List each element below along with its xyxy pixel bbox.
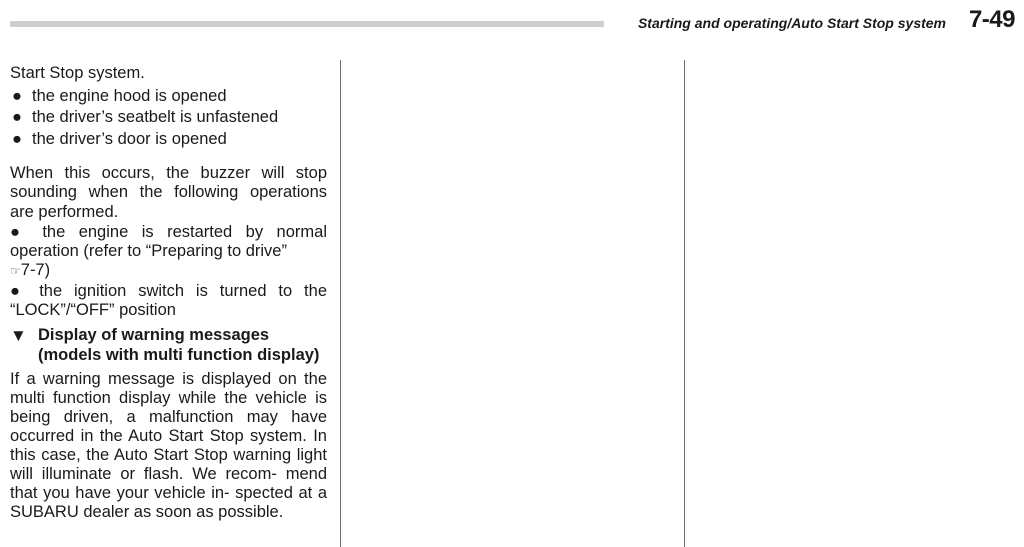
conditions-list [10, 86, 327, 151]
operation-item-restart: ● the engine is restarted by normal operation (refer to “Preparing to drive” ☞7-7) [10, 222, 327, 280]
heading-line-2: (models with multi function display) [38, 345, 320, 364]
bullet-icon: ● [10, 281, 28, 300]
section-heading [10, 326, 327, 365]
list-item: ● the engine hood is opened [10, 86, 327, 108]
heading-line-1: Display of warning messages [38, 326, 270, 345]
bullet-icon: ● [10, 222, 29, 241]
buzzer-paragraph: When this occurs, the buzzer will stop sounding when the following operations are performed. [10, 164, 327, 221]
operation-item-ignition: ● the ignition switch is turned to the “LOCK”/“OFF” position [10, 281, 327, 320]
column-divider-left [340, 60, 341, 547]
section-title: Starting and operating/Auto Start Stop system [637, 15, 946, 31]
bullet-icon: ● [12, 129, 22, 148]
triangle-marker-icon: ▼ [10, 326, 27, 346]
intro-line: Start Stop system. [10, 64, 145, 82]
column-divider-right [684, 60, 685, 547]
text-column [10, 64, 327, 522]
page-reference-icon: ☞ [10, 264, 21, 279]
page-number: 7-49 [968, 6, 1015, 33]
list-item: ● the driver’s seatbelt is unfastened [10, 107, 327, 129]
bullet-icon: ● [12, 108, 22, 126]
warning-paragraph: If a warning message is displayed on the multi function display while the vehicle is being driven, a malfunction may have occurred in the Auto Start Stop system. In this case, the Auto Start Stop warning light will illuminate or flash. We recom- mend that you have your vehicle in- spected at a SUBARU dealer as soon as possible. [10, 370, 327, 521]
list-item: ● the driver’s door is opened [10, 129, 327, 151]
page-reference: 7-7) [20, 261, 51, 280]
bullet-icon: ● [12, 86, 22, 105]
